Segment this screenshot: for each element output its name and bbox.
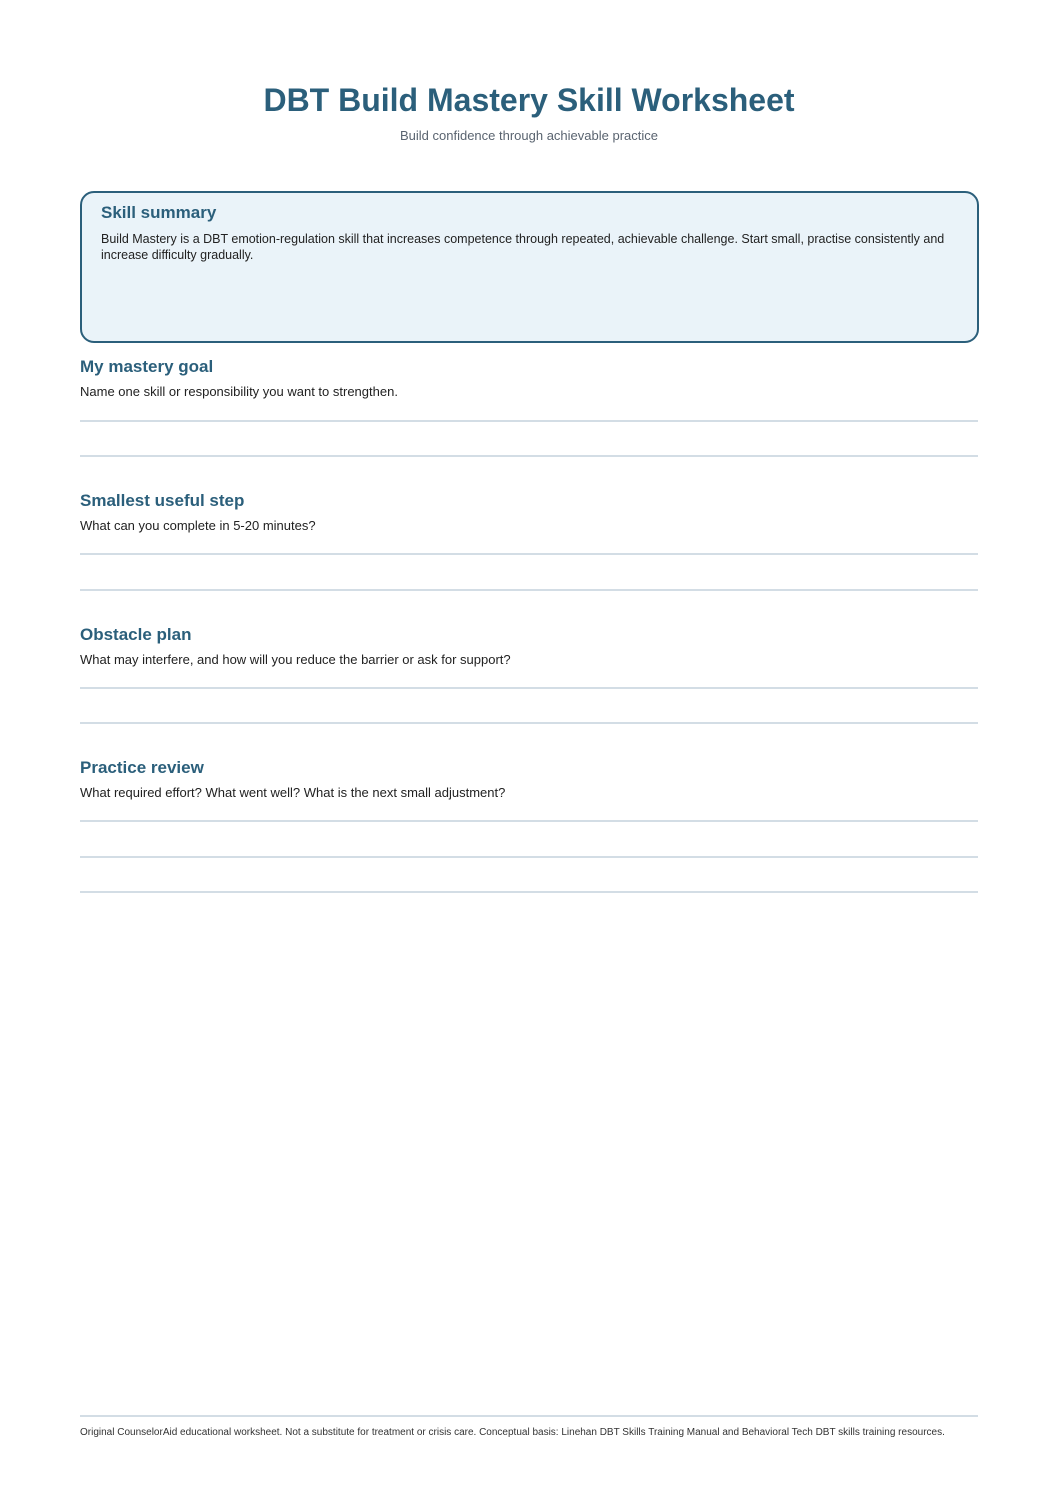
section-heading: My mastery goal	[80, 357, 214, 376]
section-prompt: What may interfere, and how will you reduce the barrier or ask for support?	[80, 652, 511, 667]
answer-line[interactable]	[80, 891, 978, 893]
page-subtitle: Build confidence through achievable practice	[399, 128, 658, 143]
answer-line[interactable]	[80, 420, 978, 422]
skill-summary-box	[80, 191, 979, 343]
skill-summary-text: Build Mastery is a DBT emotion-regulation skill that increases competence through repeated, achievable challenge. Start small, practise consistently and increase difficulty gradually.	[101, 232, 945, 262]
footer-divider	[80, 1415, 978, 1417]
answer-line[interactable]	[80, 455, 978, 457]
answer-line[interactable]	[80, 687, 978, 689]
answer-line[interactable]	[80, 722, 978, 724]
section-obstacle-plan	[80, 625, 978, 668]
answer-line[interactable]	[80, 820, 978, 822]
section-mastery-goal	[80, 357, 978, 400]
section-practice-review	[80, 758, 978, 801]
section-heading: Smallest useful step	[80, 491, 245, 510]
page-title: DBT Build Mastery Skill Worksheet	[263, 82, 795, 118]
section-prompt: What required effort? What went well? What is the next small adjustment?	[80, 785, 506, 800]
answer-line[interactable]	[80, 856, 978, 858]
section-heading: Obstacle plan	[80, 625, 192, 644]
section-prompt: Name one skill or responsibility you want to strengthen.	[80, 384, 398, 399]
footer-disclaimer: Original CounselorAid educational worksheet. Not a substitute for treatment or crisis care. Conceptual basis: Linehan DBT Skills Training Manual and Behavioral Tech DBT skills training resources.	[80, 1427, 945, 1438]
section-prompt: What can you complete in 5-20 minutes?	[80, 518, 316, 533]
skill-summary-heading: Skill summary	[101, 203, 217, 222]
answer-line[interactable]	[80, 589, 978, 591]
answer-line[interactable]	[80, 553, 978, 555]
section-smallest-step	[80, 491, 978, 534]
section-heading: Practice review	[80, 758, 204, 777]
